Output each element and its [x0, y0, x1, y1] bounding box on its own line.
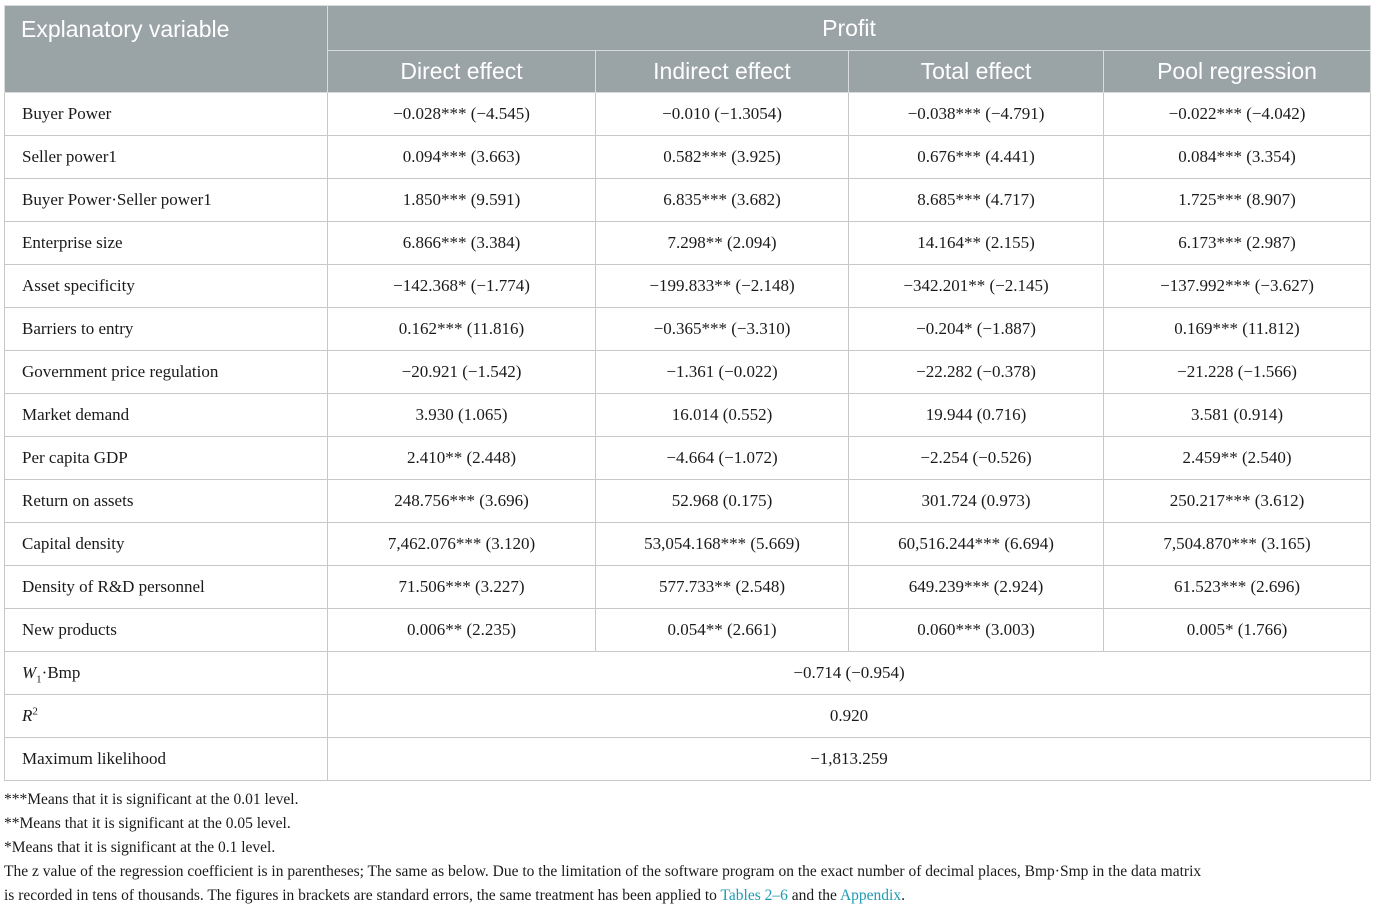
cell-pool: 250.217*** (3.612) [1104, 480, 1371, 523]
cell-direct: 71.506*** (3.227) [328, 566, 596, 609]
header-explanatory-variable: Explanatory variable [5, 6, 328, 93]
appendix-link[interactable]: Appendix [839, 887, 902, 904]
cell-indirect: 577.733** (2.548) [596, 566, 849, 609]
cell-pool: 0.084*** (3.354) [1104, 136, 1371, 179]
cell-indirect: 53,054.168*** (5.669) [596, 523, 849, 566]
cell-pool: 1.725*** (8.907) [1104, 179, 1371, 222]
row-label: New products [5, 609, 328, 652]
cell-total: 19.944 (0.716) [849, 394, 1104, 437]
cell-pool: 7,504.870*** (3.165) [1104, 523, 1371, 566]
cell-total: 14.164** (2.155) [849, 222, 1104, 265]
header-total-effect: Total effect [849, 51, 1104, 93]
header-pool-regression: Pool regression [1104, 51, 1371, 93]
footnote-significance-005: **Means that it is significant at the 0.05 level. [4, 815, 291, 832]
cell-indirect: 6.835*** (3.682) [596, 179, 849, 222]
table-row [5, 437, 1371, 480]
regression-table [4, 5, 1371, 781]
cell-total: −0.204* (−1.887) [849, 308, 1104, 351]
cell-max-likelihood-value: −1,813.259 [328, 738, 1371, 781]
row-label: Enterprise size [5, 222, 328, 265]
table-row [5, 351, 1371, 394]
row-label: Return on assets [5, 480, 328, 523]
footnote-z-value-line2 [4, 884, 1370, 908]
row-label: Asset specificity [5, 265, 328, 308]
footnote-significance-001: ***Means that it is significant at the 0.01 level. [4, 791, 299, 808]
row-label: Buyer Power·Seller power1 [5, 179, 328, 222]
cell-total: 8.685*** (4.717) [849, 179, 1104, 222]
table-row-r-squared [5, 695, 1371, 738]
table-row [5, 523, 1371, 566]
cell-pool: −0.022*** (−4.042) [1104, 93, 1371, 136]
cell-total: −22.282 (−0.378) [849, 351, 1104, 394]
cell-indirect: 52.968 (0.175) [596, 480, 849, 523]
cell-total: 301.724 (0.973) [849, 480, 1104, 523]
cell-indirect: −0.365*** (−3.310) [596, 308, 849, 351]
row-label: Seller power1 [5, 136, 328, 179]
cell-total: −0.038*** (−4.791) [849, 93, 1104, 136]
cell-direct: 3.930 (1.065) [328, 394, 596, 437]
footnote-text-c: . [901, 887, 905, 904]
footnote-significance-01: *Means that it is significant at the 0.1 level. [4, 839, 276, 856]
row-label-r-squared [5, 695, 328, 738]
cell-total: 649.239*** (2.924) [849, 566, 1104, 609]
cell-total: 0.060*** (3.003) [849, 609, 1104, 652]
row-label: Government price regulation [5, 351, 328, 394]
cell-pool: 2.459** (2.540) [1104, 437, 1371, 480]
cell-total: 0.676*** (4.441) [849, 136, 1104, 179]
cell-indirect: 0.054** (2.661) [596, 609, 849, 652]
label-w-subscript: 1 [36, 673, 42, 686]
row-label: Per capita GDP [5, 437, 328, 480]
cell-indirect: 16.014 (0.552) [596, 394, 849, 437]
tables-link[interactable]: Tables 2–6 [720, 887, 788, 904]
cell-direct: 1.850*** (9.591) [328, 179, 596, 222]
label-w: W [22, 663, 37, 682]
row-label: Barriers to entry [5, 308, 328, 351]
cell-total: −2.254 (−0.526) [849, 437, 1104, 480]
header-indirect-effect: Indirect effect [596, 51, 849, 93]
regression-table-container [4, 5, 1370, 781]
table-row [5, 136, 1371, 179]
cell-pool: 3.581 (0.914) [1104, 394, 1371, 437]
footnote-text-b: and the [787, 887, 840, 904]
cell-pool: 0.169*** (11.812) [1104, 308, 1371, 351]
cell-total: −342.201** (−2.145) [849, 265, 1104, 308]
cell-pool: −21.228 (−1.566) [1104, 351, 1371, 394]
label-bmp: ·Bmp [41, 663, 81, 682]
cell-pool: −137.992*** (−3.627) [1104, 265, 1371, 308]
footnote-text-a: is recorded in tens of thousands. The figures in brackets are standard errors, the same treatment has been applied to [4, 887, 721, 904]
cell-indirect: −199.833** (−2.148) [596, 265, 849, 308]
cell-direct: −0.028*** (−4.545) [328, 93, 596, 136]
cell-direct: 6.866*** (3.384) [328, 222, 596, 265]
cell-indirect: −1.361 (−0.022) [596, 351, 849, 394]
header-direct-effect: Direct effect [328, 51, 596, 93]
cell-indirect: −4.664 (−1.072) [596, 437, 849, 480]
cell-direct: 7,462.076*** (3.120) [328, 523, 596, 566]
table-row [5, 308, 1371, 351]
table-row [5, 480, 1371, 523]
row-label: Density of R&D personnel [5, 566, 328, 609]
cell-pool: 61.523*** (2.696) [1104, 566, 1371, 609]
cell-pool: 6.173*** (2.987) [1104, 222, 1371, 265]
label-r-superscript: 2 [32, 705, 38, 718]
cell-direct: 2.410** (2.448) [328, 437, 596, 480]
cell-direct: 248.756*** (3.696) [328, 480, 596, 523]
cell-direct: 0.094*** (3.663) [328, 136, 596, 179]
cell-indirect: −0.010 (−1.3054) [596, 93, 849, 136]
cell-indirect: 0.582*** (3.925) [596, 136, 849, 179]
cell-direct: −20.921 (−1.542) [328, 351, 596, 394]
row-label-max-likelihood: Maximum likelihood [5, 738, 328, 781]
cell-direct: 0.162*** (11.816) [328, 308, 596, 351]
cell-direct: −142.368* (−1.774) [328, 265, 596, 308]
header-profit: Profit [328, 6, 1371, 51]
row-label-w1-bmp [5, 652, 328, 695]
table-row [5, 222, 1371, 265]
table-row-max-likelihood [5, 738, 1371, 781]
footnote-z-value-line1: The z value of the regression coefficient is in parentheses; The same as below. Due to the limitation of the software program on the exact number of decimal places, Bmp·Smp in the data matrix [4, 863, 1202, 880]
table-row [5, 566, 1371, 609]
table-row [5, 609, 1371, 652]
table-row-w1-bmp [5, 652, 1371, 695]
table-row [5, 93, 1371, 136]
row-label: Buyer Power [5, 93, 328, 136]
row-label: Capital density [5, 523, 328, 566]
cell-pool: 0.005* (1.766) [1104, 609, 1371, 652]
table-footnotes [4, 788, 1370, 908]
table-row [5, 265, 1371, 308]
cell-r-squared-value: 0.920 [328, 695, 1371, 738]
row-label: Market demand [5, 394, 328, 437]
cell-w1-bmp-value: −0.714 (−0.954) [328, 652, 1371, 695]
cell-direct: 0.006** (2.235) [328, 609, 596, 652]
table-row [5, 394, 1371, 437]
table-row [5, 179, 1371, 222]
cell-total: 60,516.244*** (6.694) [849, 523, 1104, 566]
table-body [5, 93, 1371, 781]
cell-indirect: 7.298** (2.094) [596, 222, 849, 265]
label-r: R [22, 706, 33, 725]
